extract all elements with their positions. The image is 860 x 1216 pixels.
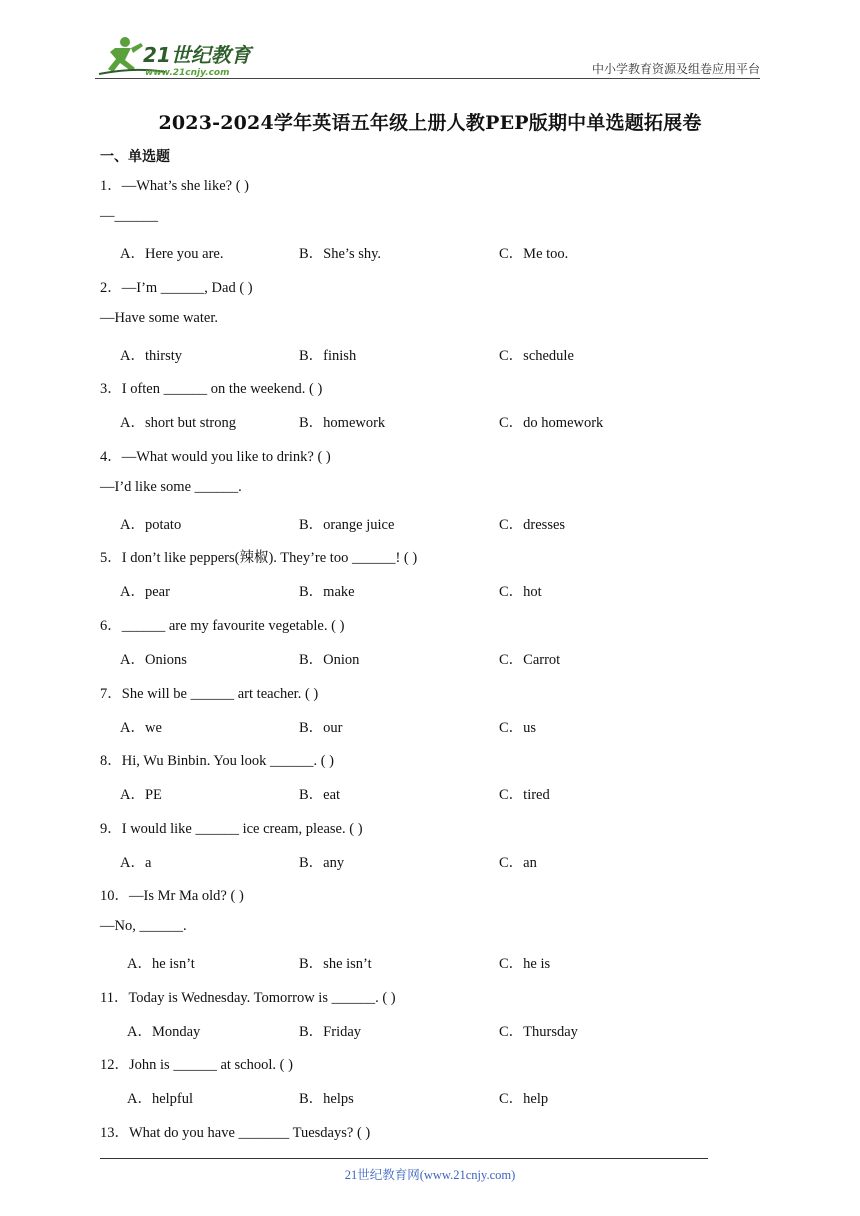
option-c: C．Thursday bbox=[499, 1024, 578, 1040]
option-a: A．Onions bbox=[120, 652, 187, 668]
option-a: A．a bbox=[120, 855, 152, 871]
option-c: C．us bbox=[499, 720, 537, 736]
option-b: B．make bbox=[299, 584, 355, 600]
option-b: B．our bbox=[299, 720, 343, 736]
page-title: 2023-2024学年英语五年级上册人教PEP版期中单选题拓展卷 bbox=[158, 112, 702, 134]
question-stem: 5．I don’t like peppers(辣椒). They’re too ______! ( ) bbox=[100, 550, 418, 566]
question-stem: 9．I would like ______ ice cream, please. ( ) bbox=[100, 821, 363, 837]
option-b: B．orange juice bbox=[299, 517, 395, 533]
option-a: A．PE bbox=[120, 787, 162, 803]
option-a: A．thirsty bbox=[120, 348, 183, 364]
option-a: A．helpful bbox=[127, 1091, 194, 1107]
option-b: B．She’s shy. bbox=[299, 246, 382, 262]
question-stem: 2．—I’m ______, Dad ( ) bbox=[100, 280, 253, 296]
option-c: C．an bbox=[499, 855, 537, 871]
footer-divider bbox=[100, 1158, 708, 1159]
option-b: B．she isn’t bbox=[299, 956, 372, 972]
option-b: B．finish bbox=[299, 348, 357, 364]
option-c: C．Me too. bbox=[499, 246, 569, 262]
question-dialogue: —Have some water. bbox=[100, 310, 218, 326]
option-b: B．any bbox=[299, 855, 345, 871]
page-header bbox=[95, 30, 760, 80]
question-dialogue: —No, ______. bbox=[100, 918, 187, 934]
option-c: C．Carrot bbox=[499, 652, 561, 668]
option-b: B．Friday bbox=[299, 1024, 362, 1040]
site-logo bbox=[95, 34, 260, 78]
option-c: C．help bbox=[499, 1091, 549, 1107]
question-stem: 4．—What would you like to drink? ( ) bbox=[100, 449, 331, 465]
option-b: B．homework bbox=[299, 415, 386, 431]
option-a: A．pear bbox=[120, 584, 170, 600]
question-stem: 3．I often ______ on the weekend. ( ) bbox=[100, 381, 323, 397]
runner-logo-icon bbox=[95, 34, 260, 78]
question-dialogue: —I’d like some ______. bbox=[100, 479, 242, 495]
svg-text:www.21cnjy.com: www.21cnjy.com bbox=[145, 68, 230, 78]
question-stem: 8．Hi, Wu Binbin. You look ______. ( ) bbox=[100, 753, 334, 769]
question-stem: 12．John is ______ at school. ( ) bbox=[100, 1057, 293, 1073]
question-dialogue: —______ bbox=[100, 208, 158, 224]
option-b: B．Onion bbox=[299, 652, 360, 668]
svg-text:21世纪教育: 21世纪教育 bbox=[143, 43, 251, 67]
option-c: C．hot bbox=[499, 584, 542, 600]
platform-name: 中小学教育资源及组卷应用平台 bbox=[591, 62, 760, 76]
question-stem: 6．______ are my favourite vegetable. ( ) bbox=[100, 618, 345, 634]
header-divider bbox=[95, 78, 760, 79]
question-stem: 13．What do you have _______ Tuesdays? ( ) bbox=[100, 1125, 371, 1141]
question-stem: 7．She will be ______ art teacher. ( ) bbox=[100, 686, 319, 702]
option-b: B．eat bbox=[299, 787, 341, 803]
option-a: A．Here you are. bbox=[120, 246, 224, 262]
option-c: C．do homework bbox=[499, 415, 604, 431]
section-heading: 一、单选题 bbox=[100, 149, 170, 165]
option-b: B．helps bbox=[299, 1091, 354, 1107]
question-stem: 11．Today is Wednesday. Tomorrow is ______. ( ) bbox=[100, 990, 396, 1006]
option-c: C．tired bbox=[499, 787, 550, 803]
option-a: A．Monday bbox=[127, 1024, 201, 1040]
option-a: A．he isn’t bbox=[127, 956, 195, 972]
question-stem: 10．—Is Mr Ma old? ( ) bbox=[100, 888, 244, 904]
question-stem: 1．—What’s she like? ( ) bbox=[100, 178, 249, 194]
option-a: A．short but strong bbox=[120, 415, 236, 431]
option-a: A．potato bbox=[120, 517, 182, 533]
option-c: C．schedule bbox=[499, 348, 574, 364]
option-a: A．we bbox=[120, 720, 162, 736]
footer-link[interactable]: 21世纪教育网(www.21cnjy.com) bbox=[344, 1168, 516, 1182]
option-c: C．dresses bbox=[499, 517, 566, 533]
option-c: C．he is bbox=[499, 956, 551, 972]
